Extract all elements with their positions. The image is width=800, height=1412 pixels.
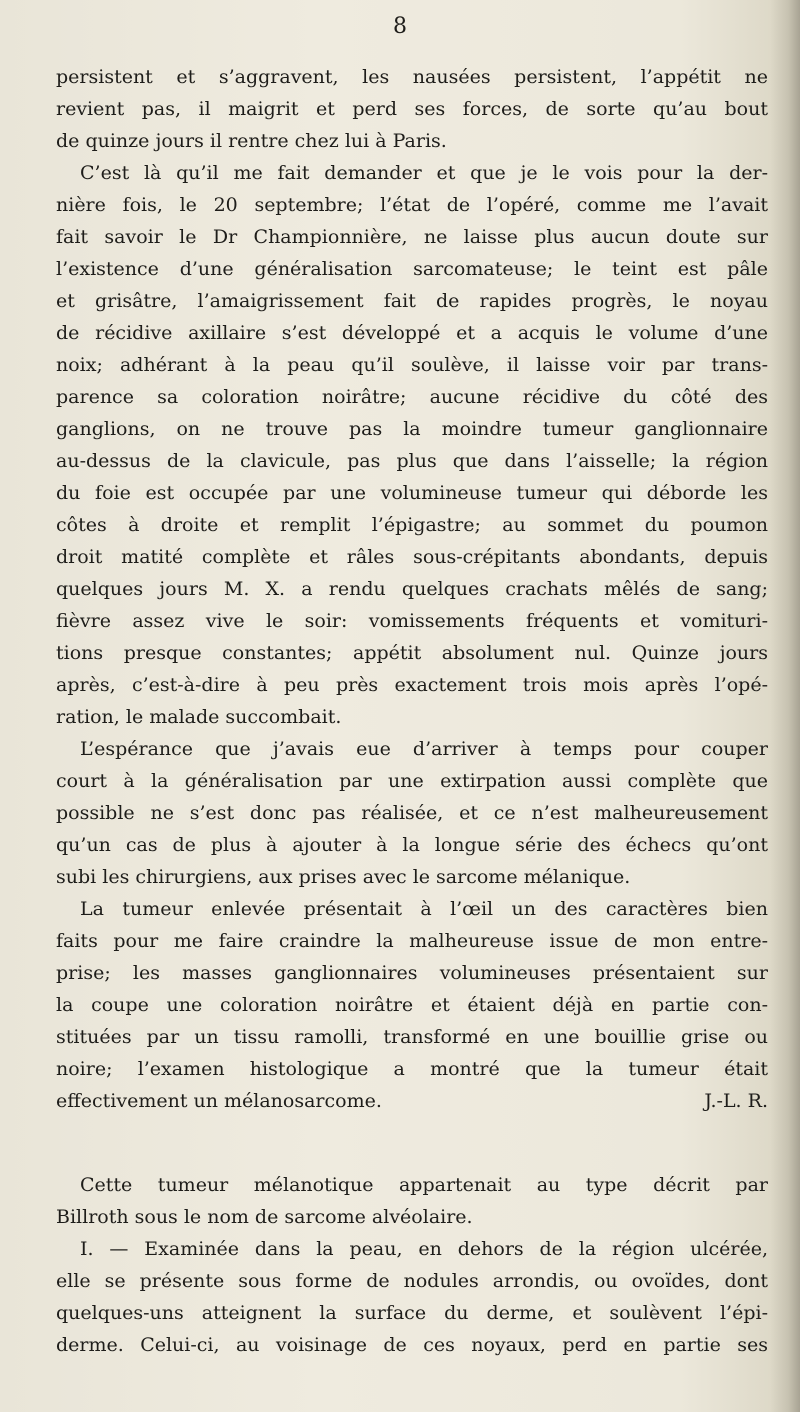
text-line: fièvre assez vive le soir: vomissements fréquents et vomituri-: [56, 610, 768, 632]
text-line: et grisâtre, l’amaigrissement fait de rapides progrès, le noyau: [56, 290, 768, 312]
text-line: de récidive axillaire s’est développé et a acquis le volume d’une: [56, 322, 768, 344]
text-line: droit matité complète et râles sous-crépitants abondants, depuis: [56, 546, 768, 568]
text-line: quelques-uns atteignent la surface du derme, et soulèvent l’épi-: [56, 1302, 768, 1324]
page-edge-shadow: [770, 0, 800, 1412]
text-line: après, c’est-à-dire à peu près exactement trois mois après l’opé-: [56, 674, 768, 696]
text-line: C’est là qu’il me fait demander et que je le vois pour la der-: [80, 162, 768, 184]
text-line: qu’un cas de plus à ajouter à la longue série des échecs qu’ont: [56, 834, 768, 856]
text-line: de quinze jours il rentre chez lui à Paris.: [56, 130, 447, 152]
text-line: noix; adhérant à la peau qu’il soulève, il laisse voir par trans-: [56, 354, 768, 376]
text-line: fait savoir le Dr Championnière, ne laisse plus aucun doute sur: [56, 226, 768, 248]
page-number: 8: [393, 14, 407, 39]
text-line: la coupe une coloration noirâtre et étaient déjà en partie con-: [56, 994, 768, 1016]
text-line: nière fois, le 20 septembre; l’état de l’opéré, comme me l’avait: [56, 194, 768, 216]
text-line: côtes à droite et remplit l’épigastre; au sommet du poumon: [56, 514, 768, 536]
text-line: ganglions, on ne trouve pas la moindre tumeur ganglionnaire: [56, 418, 768, 440]
text-line: quelques jours M. X. a rendu quelques crachats mêlés de sang;: [56, 578, 768, 600]
text-line: du foie est occupée par une volumineuse tumeur qui déborde les: [56, 482, 768, 504]
text-line: possible ne s’est donc pas réalisée, et ce n’est malheureusement: [56, 802, 768, 824]
text-line: Cette tumeur mélanotique appartenait au type décrit par: [80, 1174, 768, 1196]
text-line: La tumeur enlevée présentait à l’œil un des caractères bien: [80, 898, 768, 920]
text-line: stituées par un tissu ramolli, transformé en une bouillie grise ou: [56, 1026, 768, 1048]
text-line: L’espérance que j’avais eue d’arriver à temps pour couper: [80, 738, 768, 760]
text-line: effectivement un mélanosarcome.: [56, 1090, 382, 1112]
text-line: tions presque constantes; appétit absolument nul. Quinze jours: [56, 642, 768, 664]
text-line: au-dessus de la clavicule, pas plus que dans l’aisselle; la région: [56, 450, 768, 472]
text-line: court à la généralisation par une extirpation aussi complète que: [56, 770, 768, 792]
text-line: faits pour me faire craindre la malheureuse issue de mon entre-: [56, 930, 768, 952]
text-line: elle se présente sous forme de nodules arrondis, ou ovoïdes, dont: [56, 1270, 768, 1292]
text-line: ration, le malade succombait.: [56, 706, 342, 728]
text-line: I. — Examinée dans la peau, en dehors de la région ulcérée,: [80, 1238, 768, 1260]
text-line: parence sa coloration noirâtre; aucune récidive du côté des: [56, 386, 768, 408]
text-line: l’existence d’une généralisation sarcomateuse; le teint est pâle: [56, 258, 768, 280]
text-line: noire; l’examen histologique a montré que la tumeur était: [56, 1058, 768, 1080]
text-line: derme. Celui-ci, au voisinage de ces noyaux, perd en partie ses: [56, 1334, 768, 1356]
author-signature: J.-L. R.: [704, 1090, 768, 1112]
text-line: persistent et s’aggravent, les nausées persistent, l’appétit ne: [56, 66, 768, 88]
text-line: prise; les masses ganglionnaires volumineuses présentaient sur: [56, 962, 768, 984]
text-line: Billroth sous le nom de sarcome alvéolaire.: [56, 1206, 473, 1228]
text-line: subi les chirurgiens, aux prises avec le sarcome mélanique.: [56, 866, 631, 888]
text-line: revient pas, il maigrit et perd ses forces, de sorte qu’au bout: [56, 98, 768, 120]
